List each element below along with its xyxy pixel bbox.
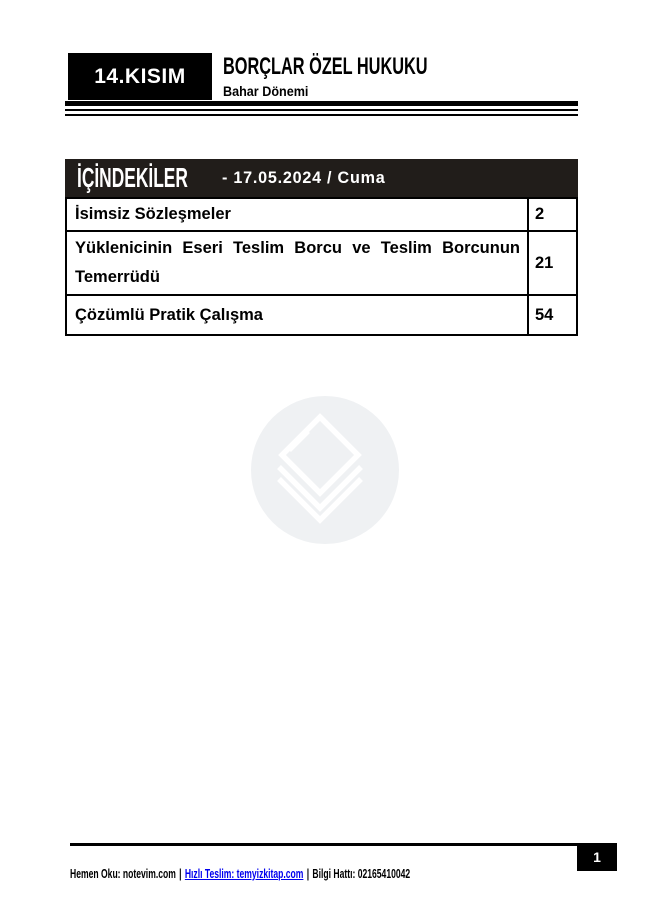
toc-item-title: İsimsiz Sözleşmeler bbox=[66, 198, 528, 231]
footer-separator: | bbox=[179, 866, 182, 881]
toc-row bbox=[66, 198, 577, 231]
footer-left-text: Hemen Oku: notevim.com bbox=[70, 866, 176, 881]
stacked-layers-diamond-icon bbox=[250, 395, 400, 545]
toc-date: - 17.05.2024 / Cuma bbox=[222, 168, 386, 187]
toc-table bbox=[65, 197, 578, 336]
page-number-box bbox=[577, 843, 617, 871]
footer-separator: | bbox=[306, 866, 310, 881]
footer-link-temyizkitap[interactable]: Hızlı Teslim: temyizkitap.com bbox=[184, 866, 304, 881]
toc-item-page: 21 bbox=[528, 231, 577, 295]
footer-rule-divider bbox=[70, 843, 578, 846]
toc-item-title: Yüklenicinin Eseri Teslim Borcu ve Teslim Borcunun Temerrüdü bbox=[66, 231, 528, 295]
toc-item-page: 54 bbox=[528, 295, 577, 335]
page-number: 1 bbox=[593, 849, 601, 865]
toc-header-bar bbox=[65, 159, 578, 197]
course-subtitle: Bahar Dönemi bbox=[223, 83, 309, 99]
toc-row bbox=[66, 231, 577, 295]
footer-contact-line bbox=[70, 866, 410, 881]
toc-title: İÇİNDEKİLER bbox=[77, 162, 188, 193]
header-rule-divider bbox=[65, 101, 578, 116]
course-title: BORÇLAR ÖZEL HUKUKU bbox=[223, 53, 428, 80]
toc-item-page: 2 bbox=[528, 198, 577, 231]
toc-item-title: Çözümlü Pratik Çalışma bbox=[66, 295, 528, 335]
section-number-box bbox=[68, 53, 212, 100]
toc-row bbox=[66, 295, 577, 335]
section-number-label: 14.KISIM bbox=[94, 64, 186, 88]
footer-right-text: Bilgi Hattı: 02165410042 bbox=[312, 866, 411, 881]
